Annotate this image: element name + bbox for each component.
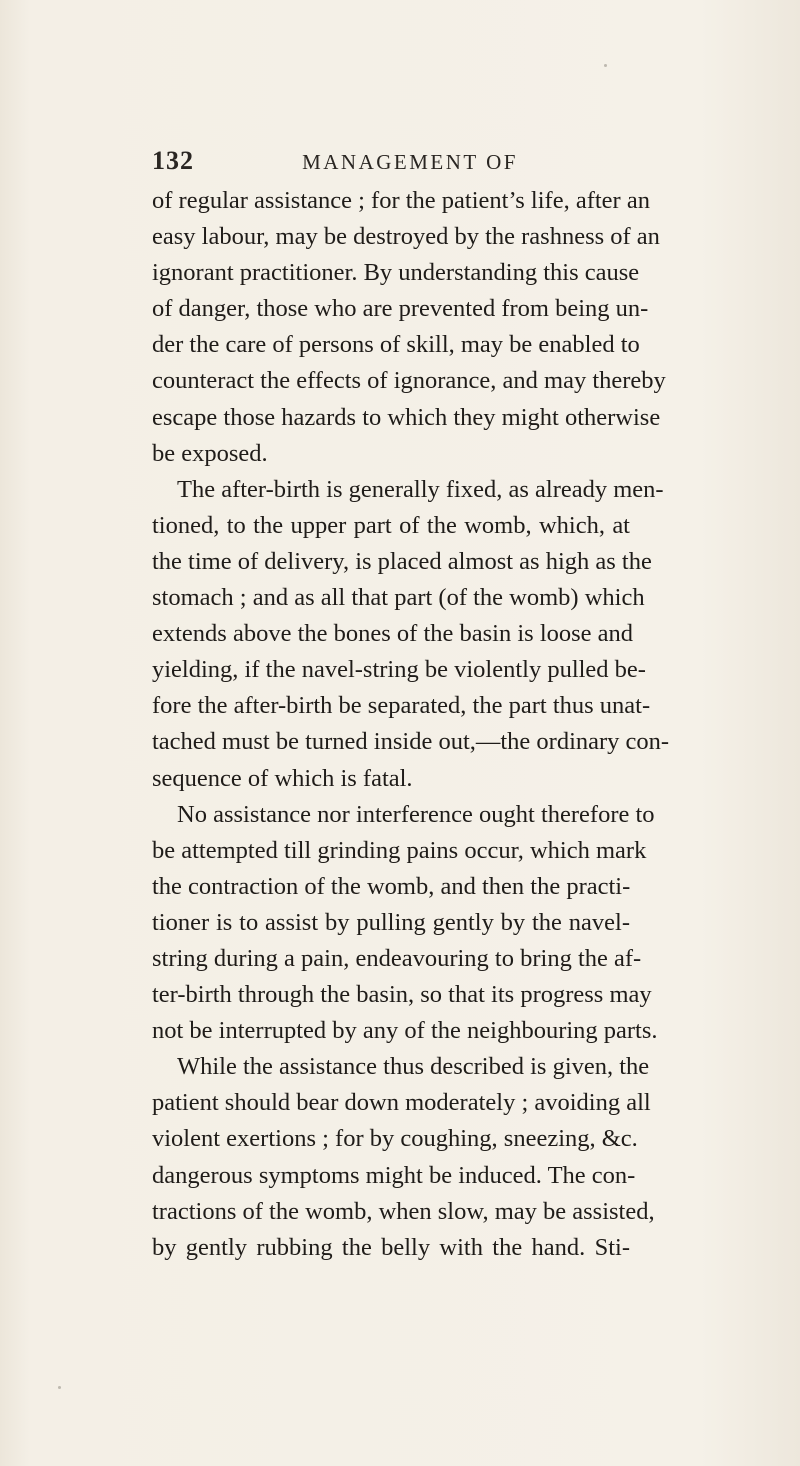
text-line: not be interrupted by any of the neighbouring parts. <box>152 1017 658 1045</box>
page-header <box>152 146 628 186</box>
text-line: escape those hazards to which they might otherwise <box>152 403 661 431</box>
text-line: tioned, to the upper part of the womb, which, at <box>152 511 630 539</box>
page-number: 132 <box>152 146 194 175</box>
text-line: yielding, if the navel-string be violently pulled be- <box>152 656 646 684</box>
text-line: the time of delivery, is placed almost as high as the <box>152 547 652 575</box>
text-line: stomach ; and as all that part (of the womb) which <box>152 584 645 612</box>
text-line: fore the after-birth be separated, the part thus unat- <box>152 692 651 720</box>
text-line: tractions of the womb, when slow, may be assisted, <box>152 1197 655 1225</box>
text-line: counteract the effects of ignorance, and may thereby <box>152 367 666 395</box>
text-line: be exposed. <box>152 439 268 467</box>
text-line: easy labour, may be destroyed by the rashness of an <box>152 223 660 251</box>
text-line: of regular assistance ; for the patient’s life, after an <box>152 187 650 214</box>
text-line: violent exertions ; for by coughing, sneezing, &c. <box>152 1125 638 1153</box>
paper-speck <box>58 1386 61 1389</box>
text-line: While the assistance thus described is given, the <box>177 1053 650 1081</box>
text-line: of danger, those who are prevented from being un- <box>152 295 649 323</box>
running-head: MANAGEMENT OF <box>302 150 518 174</box>
body-text <box>152 183 670 1266</box>
text-line: ter-birth through the basin, so that its progress may <box>152 981 652 1009</box>
paper-speck <box>604 64 607 67</box>
text-line: der the care of persons of skill, may be enabled to <box>152 331 640 359</box>
text-line: by gently rubbing the belly with the hand. Sti- <box>152 1233 630 1261</box>
text-line: dangerous symptoms might be induced. The con- <box>152 1161 636 1189</box>
text-line: sequence of which is fatal. <box>152 764 413 792</box>
text-line: patient should bear down moderately ; avoiding all <box>152 1089 651 1117</box>
text-line: be attempted till grinding pains occur, which mark <box>152 836 647 864</box>
text-line: extends above the bones of the basin is loose and <box>152 620 634 648</box>
text-line: ignorant practitioner. By understanding this cause <box>152 259 640 287</box>
text-line: tioner is to assist by pulling gently by the navel- <box>152 908 630 936</box>
text-line: No assistance nor interference ought therefore to <box>177 800 655 828</box>
text-line: the contraction of the womb, and then the practi- <box>152 872 631 900</box>
text-line: tached must be turned inside out,—the ordinary con- <box>152 728 670 756</box>
text-line: string during a pain, endeavouring to bring the af- <box>152 944 642 972</box>
text-line: The after-birth is generally fixed, as already men- <box>177 475 664 503</box>
